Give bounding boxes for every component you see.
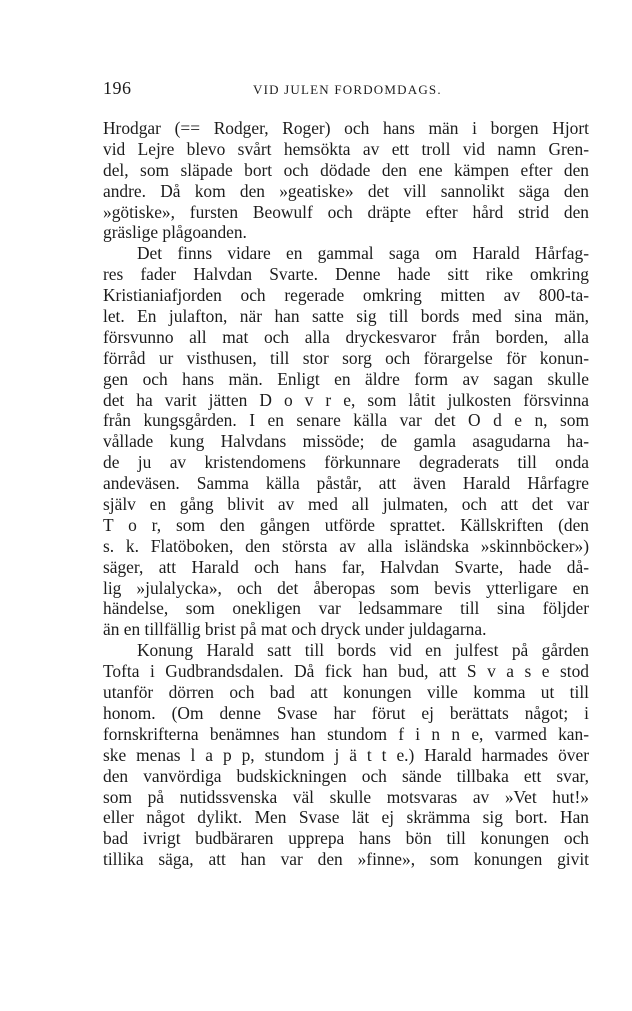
text-line: eller något dylikt. Men Svase lät ej skrämma sig bort. Han — [103, 807, 589, 828]
text-line: honom. (Om denne Svase har förut ej berättats något; i — [103, 702, 589, 723]
text-line: den vanvördiga budskickningen och sände tillbaka ett svar, — [103, 765, 589, 786]
text-line: från kungsgården. I en senare källa var det O d e n, som — [103, 410, 589, 431]
text-line: gräslige plågoanden. — [103, 222, 247, 243]
running-header — [103, 78, 589, 102]
text-line: Det finns vidare en gammal saga om Harald Hårfag- — [137, 243, 589, 264]
text-line: T o r, som den gången utförde sprattet. Källskriften (den — [103, 514, 589, 535]
text-line: »götiske», fursten Beowulf och dräpte efter hård strid den — [103, 201, 589, 222]
text-line: gen och hans män. Enligt en äldre form av sagan skulle — [103, 368, 589, 389]
text-line: händelse, som onekligen var ledsammare till sina följder — [103, 598, 589, 619]
text-line: än en tillfällig brist på mat och dryck under juldagarna. — [103, 619, 487, 640]
text-line: Kristianiafjorden och regerade omkring mitten av 800-ta- — [103, 285, 589, 306]
text-line: de ju av kristendomens förkunnare degraderats till onda — [103, 452, 589, 473]
text-line: det ha varit jätten D o v r e, som låtit julkosten försvinna — [103, 389, 589, 410]
text-line: andre. Då kom den »geatiske» det vill sannolikt säga den — [103, 180, 589, 201]
text-line: ske menas l a p p, stundom j ä t t e.) Harald harmades över — [103, 744, 589, 765]
text-line: res fader Halvdan Svarte. Denne hade sitt rike omkring — [103, 264, 589, 285]
text-line: vid Lejre blevo svårt hemsökta av ett troll vid namn Gren- — [103, 138, 589, 159]
text-line: Konung Harald satt till bords vid en julfest på gården — [137, 640, 589, 661]
text-line: andeväsen. Samma källa påstår, att även Harald Hårfagre — [103, 473, 589, 494]
text-line: som på nutidssvenska väl skulle motsvaras av »Vet hut!» — [103, 786, 589, 807]
running-title: VID JULEN FORDOMDAGS. — [253, 82, 442, 97]
text-line: försvunno all mat och alla dryckesvaror från borden, alla — [103, 326, 589, 347]
text-line: själv en gång blivit av med all julmaten, och att det var — [103, 494, 589, 515]
text-line: del, som släpade bort och dödade den ene kämpen efter den — [103, 159, 589, 180]
text-line: tillika säga, att han var den »finne», som konungen givit — [103, 849, 589, 870]
text-line: lig »julalycka», och det åberopas som bevis ytterligare en — [103, 577, 589, 598]
page-number: 196 — [103, 78, 132, 98]
body-text — [103, 118, 589, 870]
text-line: vållade kung Halvdans missöde; de gamla asagudarna ha- — [103, 431, 589, 452]
text-line: fornskrifterna benämnes han stundom f i n n e, varmed kan- — [103, 723, 589, 744]
text-line: let. En julafton, när han satte sig till bords med sina män, — [103, 306, 589, 327]
text-line: utanför dörren och bad att konungen ville komma ut till — [103, 682, 589, 703]
text-line: bad ivrigt budbäraren upprepa hans bön till konungen och — [103, 828, 589, 849]
text-line: säger, att Harald och hans far, Halvdan Svarte, hade då- — [103, 556, 589, 577]
text-line: Tofta i Gudbrandsdalen. Då fick han bud, att S v a s e stod — [103, 661, 589, 682]
text-line: förråd ur visthusen, till stor sorg och förargelse för konun- — [103, 347, 589, 368]
text-line: s. k. Flatöboken, den största av alla isländska »skinnböcker») — [103, 535, 589, 556]
text-line: Hrodgar (== Rodger, Roger) och hans män i borgen Hjort — [103, 118, 589, 138]
